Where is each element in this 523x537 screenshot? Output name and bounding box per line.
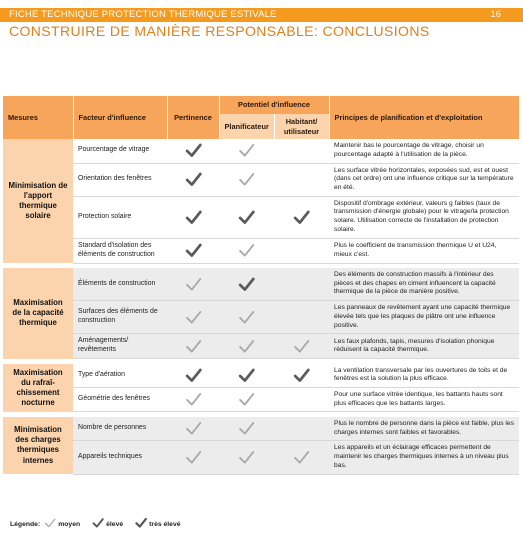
principle-cell: Les faux plafonds, tapis, mesures d'isolation phonique réduisent la capacité thermique. [329,334,519,359]
pertinence-cell [167,301,219,334]
pertinence-cell [167,334,219,359]
factor-cell: Protection solaire [73,196,167,238]
check-icon [238,214,255,221]
pertinence-cell [167,238,219,263]
planificateur-cell [219,388,274,412]
planificateur-cell [219,238,274,263]
legend-label-tres-eleve: très élevé [149,520,181,528]
check-icon [238,177,255,184]
check-icon [185,343,202,350]
habitant-cell [274,139,329,163]
measure-label: Minimisation des charges thermiques internes [3,417,73,474]
check-icon [185,314,202,321]
principle-cell: Plus le coefficient de transmission thermique U et U24, mieux c'est. [329,238,519,263]
pertinence-cell [167,139,219,163]
planificateur-cell [219,196,274,238]
pertinence-cell [167,163,219,196]
pertinence-cell [167,196,219,238]
habitant-cell [274,196,329,238]
page-header [0,0,523,44]
factor-cell: Pourcentage de vitrage [73,139,167,163]
factor-cell: Géométrie des fenêtres [73,388,167,412]
planificateur-cell [219,417,274,441]
pertinence-cell [167,417,219,441]
check-icon [293,372,310,379]
check-icon [238,281,255,288]
habitant-cell [274,238,329,263]
factor-cell: Nombre de personnes [73,417,167,441]
check-icon [238,426,255,433]
check-icon [185,281,202,288]
col-header-mesures: Mesures [3,96,73,139]
col-header-principes: Principes de planification et d'exploitation [329,96,519,139]
legend-item-moyen [44,517,80,531]
check-icon [185,148,202,155]
check-icon [238,314,255,321]
col-header-planificateur: Planificateur [219,114,274,139]
table-row [3,196,519,238]
check-icon [293,343,310,350]
check-icon-tres-eleve [135,517,149,531]
check-icon [238,454,255,461]
table-row [3,388,519,412]
legend [10,516,193,532]
check-icon [238,247,255,254]
factor-cell: Orientation des fenêtres [73,163,167,196]
factor-cell: Surfaces des éléments de construction [73,301,167,334]
factor-cell: Éléments de construction [73,268,167,301]
habitant-cell [274,417,329,441]
check-icon [185,247,202,254]
planificateur-cell [219,268,274,301]
col-header-habitant: Habitant/ utilisateur [274,114,329,139]
table-row [3,139,519,163]
factor-cell: Aménagements/ revêtements [73,334,167,359]
habitant-cell [274,163,329,196]
check-icon [238,343,255,350]
check-icon [185,426,202,433]
table-row [3,238,519,263]
principle-cell: Les surface vitrée horizontales, exposées sud, est et ouest (dans cet ordre) ont une influence critique sur la température en été. [329,163,519,196]
habitant-cell [274,334,329,359]
check-icon [185,397,202,404]
check-icon-moyen [44,517,58,531]
principle-cell: Les appareils et un éclairage efficaces permettent de maintenir les charges thermiques internes à un niveau plus bas. [329,441,519,474]
check-icon [185,372,202,379]
planificateur-cell [219,441,274,474]
check-icon [238,397,255,404]
col-header-potentiel: Potentiel d'influence [219,96,329,114]
planificateur-cell [219,139,274,163]
table-row [3,417,519,441]
principle-cell: Maintenir bas le pourcentage de vitrage, choisir un pourcentage adapté à l'utilisation de la pièce. [329,139,519,163]
col-header-pertinence: Pertinence [167,96,219,139]
check-icon [238,148,255,155]
principle-cell: Les panneaux de revêtement ayant une capacité thermique élevée tels que les plaques de plâtre ont une influence positive. [329,301,519,334]
page-number: 16 [490,9,501,20]
measure-label: Minimisation de l'apport thermique solaire [3,139,73,263]
habitant-cell [274,441,329,474]
principle-cell: Dispositif d'ombrage extérieur, valeurs g faibles (taux de transmission d'énergie globale) pour le vitrage/la protection solaire. Utilisation correcte de l'installation de protection solaire. [329,196,519,238]
check-icon [293,454,310,461]
measure-label: Maximisation du rafraî- chissement nocturne [3,364,73,412]
table-row [3,441,519,474]
habitant-cell [274,364,329,388]
habitant-cell [274,268,329,301]
legend-label-moyen: moyen [58,520,81,528]
measure-label: Maximisation de la capacité thermique [3,268,73,359]
check-icon [293,214,310,221]
check-icon [238,372,255,379]
header-subject: FICHE TECHNIQUE PROTECTION THERMIQUE ESTIVALE [9,9,277,20]
check-icon [185,177,202,184]
principle-cell: Plus le nombre de personne dans la pièce est faible, plus les charges internes sont faibles et favorables. [329,417,519,441]
principle-cell: Des éléments de construction massifs à l'intérieur des pièces et des chapes en ciment influencent la capacité thermique de la pièce de manière positive. [329,268,519,301]
planificateur-cell [219,364,274,388]
table-row [3,334,519,359]
legend-title: Légende: [10,520,41,528]
col-header-facteur: Facteur d'influence [73,96,167,139]
factor-cell: Type d'aération [73,364,167,388]
pertinence-cell [167,364,219,388]
check-icon [185,454,202,461]
pertinence-cell [167,441,219,474]
legend-label-eleve: élevé [106,520,124,528]
planificateur-cell [219,334,274,359]
header-band [0,8,523,22]
table-row [3,301,519,334]
habitant-cell [274,301,329,334]
pertinence-cell [167,388,219,412]
factor-cell: Appareils techniques [73,441,167,474]
legend-item-eleve [92,517,123,531]
check-icon-eleve [92,517,106,531]
factor-cell: Standard d'isolation des éléments de construction [73,238,167,263]
table-row [3,364,519,388]
page-title: CONSTRUIRE DE MANIÈRE RESPONSABLE: CONCLUSIONS [9,23,430,39]
legend-item-tres-eleve [135,517,180,531]
principle-cell: La ventilation transversale par les ouvertures de toits et de fenêtres est la solution la plus efficace. [329,364,519,388]
planificateur-cell [219,301,274,334]
check-icon [185,214,202,221]
pertinence-cell [167,268,219,301]
table-row [3,268,519,301]
planificateur-cell [219,163,274,196]
conclusions-table [3,96,520,475]
table-row [3,163,519,196]
principle-cell: Pour une surface vitrée identique, les battants hauts sont plus efficaces que les battants larges. [329,388,519,412]
habitant-cell [274,388,329,412]
